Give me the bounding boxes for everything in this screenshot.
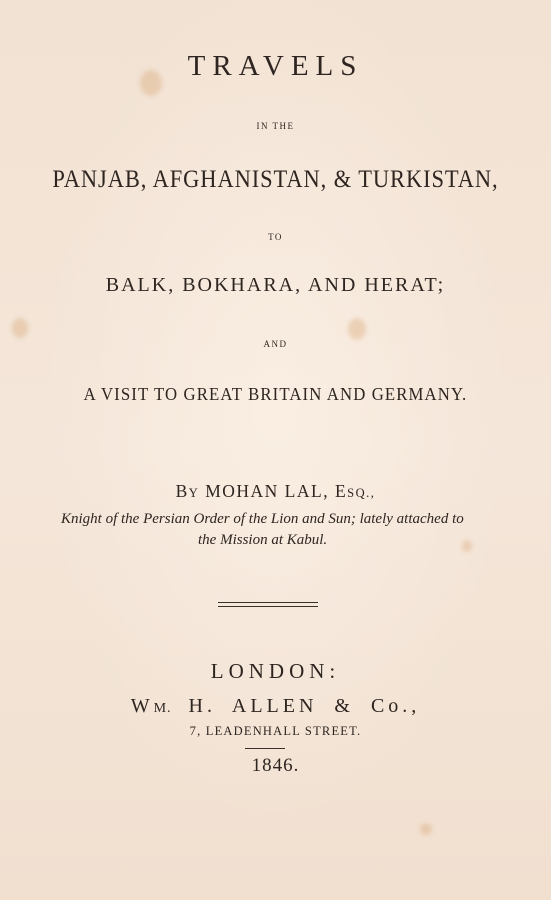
double-rule-bottom [218,606,318,607]
connector-and: AND [263,339,288,349]
foxing-stain [420,823,432,835]
by-rest: Y [188,486,200,500]
book-title: TRAVELS [187,50,364,82]
description-line-2: the Mission at Kabul. [198,532,328,548]
publisher-address: 7, LEADENHALL STREET. [189,724,362,738]
subtitle-countries: PANJAB, AFGHANISTAN, & TURKISTAN, [52,166,499,193]
subtitle-cities: BALK, BOKHARA, AND HERAT; [105,274,446,296]
foxing-stain [348,318,366,340]
publisher-line [0,695,551,718]
wm-initial: W [130,695,154,717]
description-line-1: Knight of the Persian Order of the Lion and Sun; lately attached to [61,511,464,527]
subtitle-visit: A VISIT TO GREAT BRITAIN AND GERMANY. [83,384,468,404]
author-line [0,481,551,502]
double-rule-top [218,602,318,603]
short-rule [245,748,285,749]
wm-rest: M. [153,701,172,716]
imprint-city: LONDON: [210,659,341,683]
esq-rest: SQ., [347,486,376,500]
by-initial: B [175,481,189,501]
esq-initial: E [334,481,348,501]
publication-year: 1846. [251,755,300,776]
foxing-stain [12,318,28,338]
connector-in-the: IN THE [256,121,295,131]
author-description [61,509,491,551]
connector-to: TO [268,232,283,242]
publisher-name: H. ALLEN & Co., [188,695,421,717]
author-name: MOHAN LAL, [205,481,330,501]
